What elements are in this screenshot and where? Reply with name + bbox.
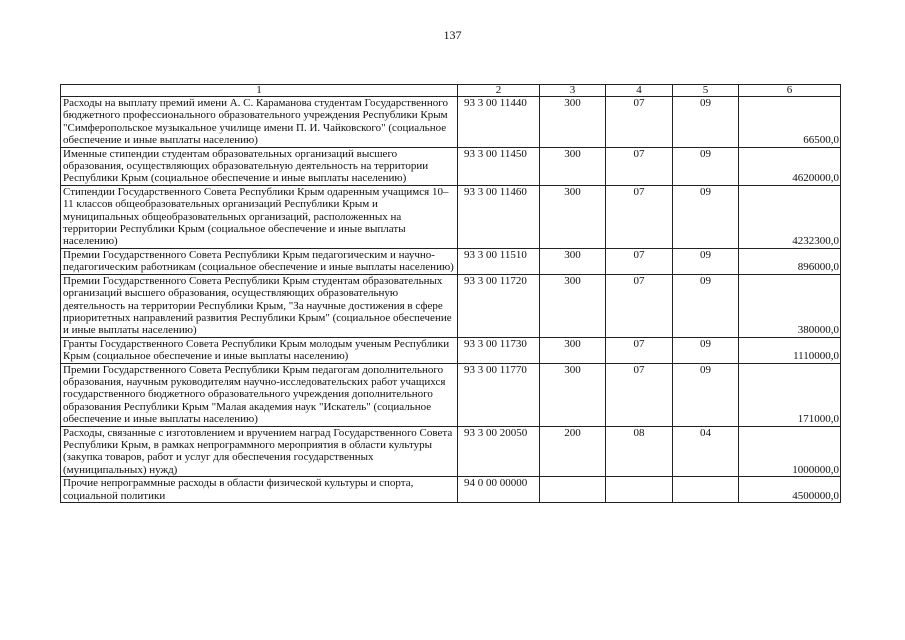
expense-name: Премии Государственного Совета Республики Крым студентам образовательных организаций высшего образования, осуществляющих образовательную деятельность на территории Республики Крым, "За научные достижения в сфере приоритетных направлений развития Республики Крым" (социальное обеспечение и иные выплаты населению) xyxy=(61,274,458,337)
amount: 4232300,0 xyxy=(739,185,841,248)
section-code: 07 xyxy=(606,248,673,274)
amount: 380000,0 xyxy=(739,274,841,337)
subsection-code: 09 xyxy=(673,147,739,185)
target-article-code: 93 3 00 11440 xyxy=(458,97,540,148)
table-row xyxy=(61,248,841,274)
amount: 1000000,0 xyxy=(739,426,841,477)
target-article-code: 93 3 00 11730 xyxy=(458,337,540,363)
header-col-5: 5 xyxy=(673,85,739,97)
header-col-3: 3 xyxy=(540,85,606,97)
header-col-4: 4 xyxy=(606,85,673,97)
expense-type-code: 300 xyxy=(540,274,606,337)
target-article-code: 93 3 00 11450 xyxy=(458,147,540,185)
amount: 1110000,0 xyxy=(739,337,841,363)
target-article-code: 93 3 00 20050 xyxy=(458,426,540,477)
amount: 896000,0 xyxy=(739,248,841,274)
expense-name: Расходы, связанные с изготовлением и вручением наград Государственного Совета Республики Крым, в рамках непрограммного мероприятия в области культуры (закупка товаров, работ и услуг для обеспечения государственных (муниципальных) нужд) xyxy=(61,426,458,477)
header-row xyxy=(61,85,841,97)
expense-name: Именные стипендии студентам образовательных организаций высшего образования, осуществляющих образовательную деятельность на территории Республики Крым (социальное обеспечение и иные выплаты населению) xyxy=(61,147,458,185)
expense-type-code: 300 xyxy=(540,248,606,274)
target-article-code: 93 3 00 11770 xyxy=(458,363,540,426)
expense-type-code: 300 xyxy=(540,337,606,363)
expense-type-code: 200 xyxy=(540,426,606,477)
table-row xyxy=(61,274,841,337)
table-row xyxy=(61,426,841,477)
expense-type-code: 300 xyxy=(540,147,606,185)
section-code: 08 xyxy=(606,426,673,477)
section-code xyxy=(606,477,673,503)
subsection-code xyxy=(673,477,739,503)
expense-name: Премии Государственного Совета Республики Крым педагогическим и научно-педагогическим работникам (социальное обеспечение и иные выплаты населению) xyxy=(61,248,458,274)
subsection-code: 09 xyxy=(673,248,739,274)
section-code: 07 xyxy=(606,147,673,185)
header-col-2: 2 xyxy=(458,85,540,97)
table-row xyxy=(61,185,841,248)
expense-name: Расходы на выплату премий имени А. С. Караманова студентам Государственного бюджетного профессионального образовательного учреждения Республики Крым "Симферопольское музыкальное училище имени П. И. Чайковского" (социальное обеспечение и иные выплаты населению) xyxy=(61,97,458,148)
expense-name: Премии Государственного Совета Республики Крым педагогам дополнительного образования, научным руководителям научно-исследовательских работ учащихся государственного бюджетного образовательного учреждения дополнительного образования Республики Крым "Малая академия наук "Искатель" (социальное обеспечение и иные выплаты населению) xyxy=(61,363,458,426)
expense-type-code: 300 xyxy=(540,185,606,248)
expense-name: Гранты Государственного Совета Республики Крым молодым ученым Республики Крым (социальное обеспечение и иные выплаты населению) xyxy=(61,337,458,363)
table-row xyxy=(61,97,841,148)
subsection-code: 09 xyxy=(673,363,739,426)
target-article-code: 93 3 00 11510 xyxy=(458,248,540,274)
table-row xyxy=(61,477,841,503)
amount: 171000,0 xyxy=(739,363,841,426)
target-article-code: 94 0 00 00000 xyxy=(458,477,540,503)
expense-type-code: 300 xyxy=(540,363,606,426)
table-row xyxy=(61,147,841,185)
subsection-code: 09 xyxy=(673,97,739,148)
table-row xyxy=(61,337,841,363)
header-col-1: 1 xyxy=(61,85,458,97)
amount: 4620000,0 xyxy=(739,147,841,185)
budget-table xyxy=(60,84,841,503)
page-number: 137 xyxy=(443,28,462,42)
expense-type-code: 300 xyxy=(540,97,606,148)
expense-type-code xyxy=(540,477,606,503)
target-article-code: 93 3 00 11460 xyxy=(458,185,540,248)
section-code: 07 xyxy=(606,337,673,363)
expense-name: Стипендии Государственного Совета Республики Крым одаренным учащимся 10–11 классов общеобразовательных организаций Республики Крым и муниципальных общеобразовательных организаций, расположенных на территории Республики Крым (социальное обеспечение и иные выплаты населению) xyxy=(61,185,458,248)
subsection-code: 04 xyxy=(673,426,739,477)
header-col-6: 6 xyxy=(739,85,841,97)
subsection-code: 09 xyxy=(673,185,739,248)
subsection-code: 09 xyxy=(673,337,739,363)
target-article-code: 93 3 00 11720 xyxy=(458,274,540,337)
section-code: 07 xyxy=(606,97,673,148)
section-code: 07 xyxy=(606,363,673,426)
section-code: 07 xyxy=(606,185,673,248)
subsection-code: 09 xyxy=(673,274,739,337)
section-code: 07 xyxy=(606,274,673,337)
amount: 66500,0 xyxy=(739,97,841,148)
expense-name: Прочие непрограммные расходы в области физической культуры и спорта, социальной политики xyxy=(61,477,458,503)
table-row xyxy=(61,363,841,426)
amount: 4500000,0 xyxy=(739,477,841,503)
